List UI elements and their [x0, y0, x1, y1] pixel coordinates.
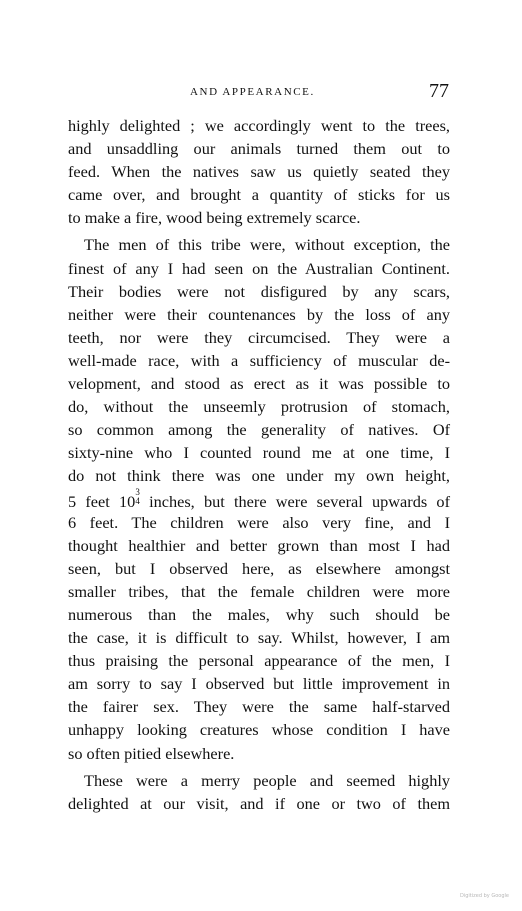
fraction — [135, 488, 140, 506]
text-line: thought healthier and better grown than most I had — [68, 535, 450, 555]
text-line: thus praising the personal appearance of the men, I — [68, 651, 450, 671]
text-line: well-made race, with a sufficiency of muscular de- — [68, 350, 450, 370]
text-line: sixty-nine who I counted round me at one time, I — [68, 443, 450, 463]
text-line: so often pitied elsewhere. — [68, 743, 235, 763]
text-line: The men of this tribe were, without exception, the — [84, 235, 450, 255]
text-line: came over, and brought a quantity of sticks for us — [68, 185, 450, 205]
text-line: Their bodies were not disfigured by any scars, — [68, 281, 450, 301]
text-line: the fairer sex. They were the same half-starved — [68, 697, 450, 717]
text-line: 6 feet. The children were also very fine, and I — [68, 512, 450, 532]
text-line: delighted at our visit, and if one or two of them — [68, 793, 450, 813]
text-line: velopment, and stood as erect as it was possible to — [68, 374, 450, 394]
text-line: finest of any I had seen on the Australian Continent. — [68, 258, 450, 278]
line-remainder: inches, but there were several upwards of — [149, 491, 450, 511]
text-line: and unsaddling our animals turned them out to — [68, 139, 450, 159]
text-line: neither were their countenances by the loss of any — [68, 304, 450, 324]
fraction-numerator: 3 — [135, 486, 140, 497]
text-line: numerous than the males, why such should be — [68, 604, 450, 624]
text-line: the case, it is difficult to say. Whilst, however, I am — [68, 628, 450, 648]
digitization-watermark: Digitized by Google — [460, 893, 509, 899]
text-line: teeth, nor were they circumcised. They were a — [68, 327, 450, 347]
text-line: feed. When the natives saw us quietly seated they — [68, 162, 450, 182]
text-line: These were a merry people and seemed highly — [84, 770, 450, 790]
text-line: to make a fire, wood being extremely scarce. — [68, 208, 361, 228]
height-prefix: 5 feet 10 — [68, 491, 136, 511]
text-line: do not think there was one under my own height, — [68, 466, 450, 486]
text-line: so common among the generality of natives. Of — [68, 420, 450, 440]
fraction-denominator: 4 — [135, 495, 140, 506]
text-line: smaller tribes, that the female children were more — [68, 581, 450, 601]
text-line: seen, but I observed here, as elsewhere amongst — [68, 558, 450, 578]
text-line: highly delighted ; we accordingly went to the trees, — [68, 116, 450, 135]
running-title: AND APPEARANCE. — [190, 86, 315, 98]
text-line-with-fraction — [68, 488, 450, 511]
text-line: do, without the unseemly protrusion of stomach, — [68, 397, 450, 417]
text-line: am sorry to say I observed but little improvement in — [68, 674, 450, 694]
page-number: 77 — [429, 80, 449, 102]
text-line: unhappy looking creatures whose condition I have — [68, 720, 450, 740]
body-text — [68, 114, 450, 815]
